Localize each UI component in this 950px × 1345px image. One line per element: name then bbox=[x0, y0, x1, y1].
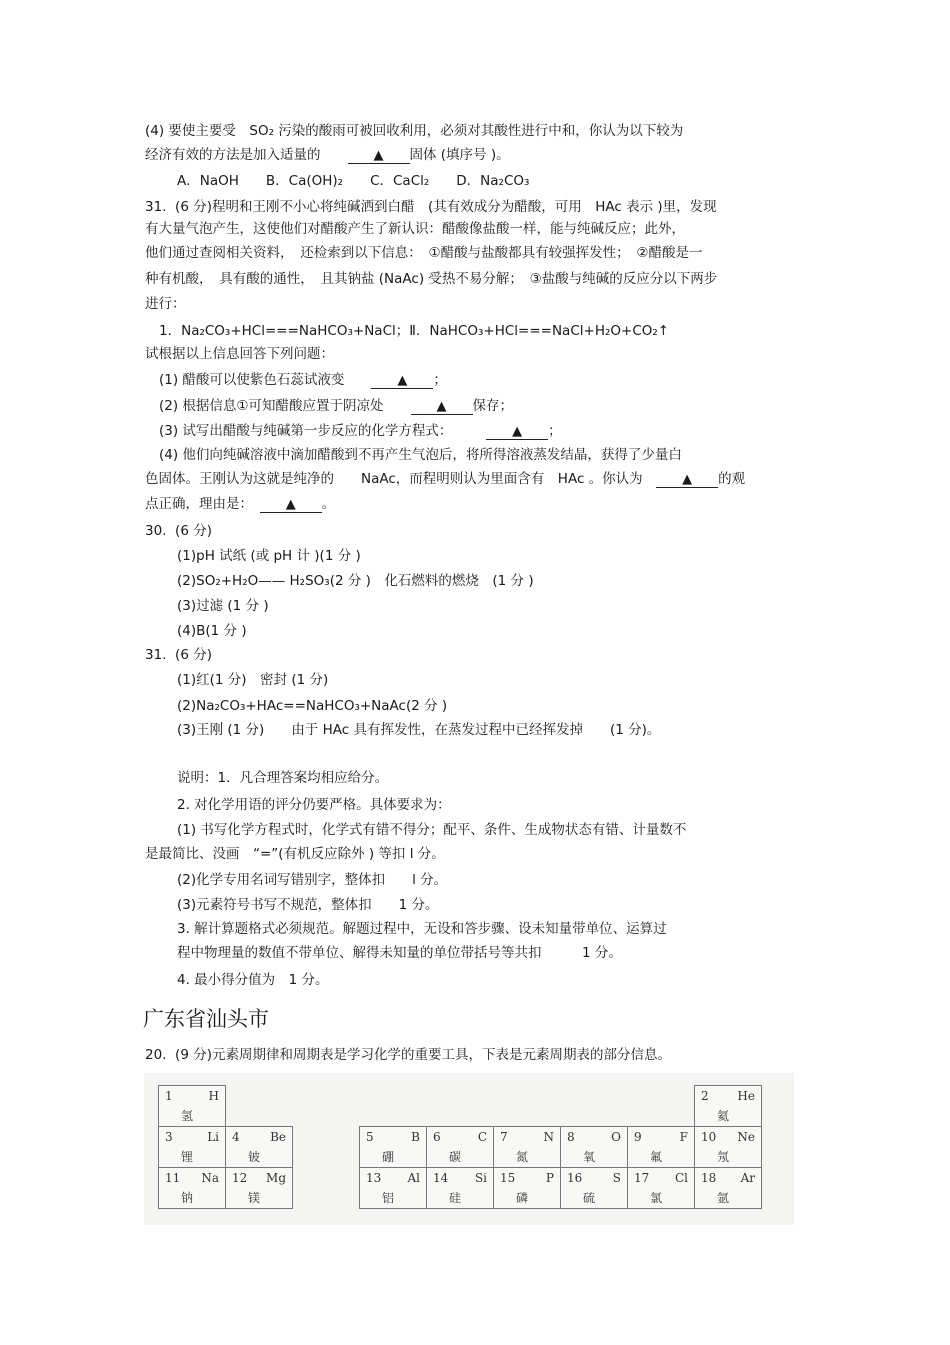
element-symbol: Si bbox=[474, 1171, 487, 1185]
line-text: A．NaOH B．Ca(OH)₂ C．CaCl₂ D．Na₂CO₃ bbox=[177, 173, 530, 189]
line-text: (3)过滤 (1 分 ) bbox=[177, 598, 269, 614]
element-symbol: He bbox=[737, 1089, 755, 1103]
element-name: 硅 bbox=[449, 1191, 462, 1205]
element-cell bbox=[159, 1086, 226, 1127]
line-text: (3)王刚 (1 分) 由于 HAc 具有挥发性，在蒸发过程中已经挥发掉 (1 分)。 bbox=[177, 722, 661, 738]
element-cell bbox=[494, 1168, 561, 1209]
element-name: 钠 bbox=[181, 1191, 194, 1205]
element-name: 锂 bbox=[181, 1150, 194, 1164]
answer-blank: ▲ bbox=[260, 497, 322, 513]
text-line bbox=[145, 270, 717, 288]
text-line bbox=[177, 796, 451, 814]
line-text: 有大量气泡产生，这使他们对醋酸产生了新认识：醋酸像盐酸一样，能与纯碱反应；此外， bbox=[145, 221, 685, 237]
element-cell bbox=[695, 1127, 762, 1168]
periodic-table-row bbox=[159, 1127, 762, 1168]
element-cell bbox=[159, 1127, 226, 1168]
element-cell bbox=[628, 1127, 695, 1168]
line-text: 进行： bbox=[145, 296, 186, 312]
answer-blank: ▲ bbox=[348, 148, 410, 164]
text-line bbox=[145, 220, 685, 238]
line-text: 4. 最小得分值为 1 分。 bbox=[177, 972, 329, 988]
text-line bbox=[177, 671, 328, 689]
element-cell bbox=[695, 1086, 762, 1127]
empty-cell bbox=[226, 1086, 293, 1127]
element-number: 10 bbox=[701, 1130, 717, 1144]
element-name: 铍 bbox=[248, 1150, 261, 1164]
answer-blank: ▲ bbox=[411, 399, 473, 415]
element-number: 8 bbox=[567, 1130, 575, 1144]
empty-cell bbox=[360, 1086, 427, 1127]
answer-blank: ▲ bbox=[486, 424, 548, 440]
element-cell bbox=[628, 1168, 695, 1209]
element-number: 3 bbox=[165, 1130, 173, 1144]
text-line bbox=[145, 295, 186, 313]
element-number: 16 bbox=[567, 1171, 583, 1185]
line-text: 3. 解计算题格式必须规范。解题过程中，无设和答步骤、设未知量带单位、运算过 bbox=[177, 921, 667, 937]
element-cell bbox=[226, 1168, 293, 1209]
element-number: 9 bbox=[634, 1130, 642, 1144]
empty-cell bbox=[293, 1168, 360, 1209]
line-text: (4) 他们向纯碱溶液中滴加醋酸到不再产生气泡后，将所得溶液蒸发结晶，获得了少量白 bbox=[159, 447, 682, 463]
element-name: 氮 bbox=[516, 1150, 529, 1164]
line-text-after: 保存； bbox=[472, 398, 514, 414]
line-text: 程中物理量的数值不带单位、解得未知量的单位带括号等共扣 1 分。 bbox=[177, 945, 622, 961]
empty-cell bbox=[628, 1086, 695, 1127]
line-text-after: 固体 (填序号 )。 bbox=[409, 147, 510, 163]
element-cell bbox=[427, 1168, 494, 1209]
text-line bbox=[145, 522, 212, 540]
answer-blank: ▲ bbox=[371, 373, 433, 389]
text-line bbox=[177, 597, 269, 615]
text-line bbox=[159, 371, 447, 389]
empty-cell bbox=[561, 1086, 628, 1127]
element-number: 5 bbox=[366, 1130, 374, 1144]
element-number: 4 bbox=[232, 1130, 240, 1144]
text-line bbox=[177, 944, 622, 962]
element-name: 氢 bbox=[181, 1109, 194, 1123]
element-symbol: Li bbox=[207, 1130, 219, 1144]
element-symbol: Na bbox=[201, 1171, 219, 1185]
element-symbol: Be bbox=[270, 1130, 286, 1144]
element-cell bbox=[494, 1127, 561, 1168]
text-line bbox=[145, 845, 445, 863]
element-name: 硫 bbox=[583, 1191, 596, 1205]
element-symbol: O bbox=[611, 1130, 621, 1144]
text-line bbox=[177, 697, 447, 715]
line-text: (4) 要使主要受 SO₂ 污染的酸雨可被回收利用，必须对其酸性进行中和，你认为以下较为 bbox=[145, 123, 684, 139]
line-text: 31. (6 分)程明和王刚不小心将纯碱洒到白醋 (其有效成分为醋酸，可用 HAc 表示 )里，发现 bbox=[145, 199, 717, 215]
element-symbol: S bbox=[612, 1171, 621, 1185]
text-line bbox=[177, 622, 247, 640]
element-name: 氩 bbox=[717, 1191, 730, 1205]
text-line bbox=[145, 345, 334, 363]
line-text: (2)化学专用名词写错别字，整体扣 l 分。 bbox=[177, 872, 448, 888]
line-text-after: ； bbox=[433, 372, 447, 388]
text-line bbox=[145, 146, 510, 164]
text-line bbox=[177, 871, 447, 889]
line-text: 1．Na₂CO₃+HCl===NaHCO₃+NaCl；Ⅱ．NaHCO₃+HCl===NaCl+H₂O+CO₂↑ bbox=[159, 323, 670, 339]
element-symbol: Cl bbox=[674, 1171, 688, 1185]
text-line bbox=[177, 896, 439, 914]
text-line bbox=[177, 821, 686, 839]
element-number: 15 bbox=[500, 1171, 516, 1185]
element-name: 氟 bbox=[650, 1150, 663, 1164]
text-line bbox=[159, 322, 669, 340]
element-cell bbox=[695, 1168, 762, 1209]
element-number: 17 bbox=[634, 1171, 650, 1185]
element-name: 碳 bbox=[449, 1150, 462, 1164]
line-text-after: 。 bbox=[321, 496, 336, 512]
element-symbol: C bbox=[477, 1130, 487, 1144]
element-number: 14 bbox=[433, 1171, 449, 1185]
line-text-after: ； bbox=[548, 423, 562, 439]
text-line bbox=[159, 397, 513, 415]
answer-blank: ▲ bbox=[656, 472, 718, 488]
line-text: (2) 根据信息①可知醋酸应置于阴凉处 bbox=[159, 398, 411, 414]
text-line bbox=[145, 470, 745, 488]
line-text: 色固体。王刚认为这就是纯净的 NaAc，而程明则认为里面含有 HAc 。你认为 bbox=[145, 471, 657, 487]
text-line bbox=[177, 721, 660, 739]
element-name: 磷 bbox=[516, 1191, 529, 1205]
line-text: (1) 醋酸可以使紫色石蕊试液变 bbox=[159, 372, 372, 388]
element-cell bbox=[427, 1127, 494, 1168]
text-line bbox=[145, 495, 335, 513]
empty-cell bbox=[293, 1086, 360, 1127]
element-cell bbox=[360, 1168, 427, 1209]
text-line bbox=[145, 198, 717, 216]
element-name: 氦 bbox=[717, 1109, 730, 1123]
line-text: (1)红(1 分) 密封 (1 分) bbox=[177, 672, 329, 688]
line-text: 20. (9 分)元素周期律和周期表是学习化学的重要工具，下表是元素周期表的部分信息。 bbox=[145, 1047, 671, 1063]
element-symbol: H bbox=[208, 1089, 219, 1103]
line-text: (4)B(1 分 ) bbox=[177, 623, 247, 639]
line-text: (3)元素符号书写不规范，整体扣 1 分。 bbox=[177, 897, 439, 913]
text-line bbox=[145, 244, 702, 262]
line-text: 点正确，理由是： bbox=[145, 496, 260, 512]
element-symbol: N bbox=[543, 1130, 554, 1144]
empty-cell bbox=[293, 1127, 360, 1168]
line-text: (2)SO₂+H₂O—— H₂SO₃(2 分 ) 化石燃料的燃烧 (1 分 ) bbox=[177, 573, 534, 589]
line-text: (1)pH 试纸 (或 pH 计 )(1 分 ) bbox=[177, 548, 361, 564]
element-cell bbox=[360, 1127, 427, 1168]
element-number: 1 bbox=[165, 1089, 173, 1103]
element-cell bbox=[226, 1127, 293, 1168]
element-cell bbox=[159, 1168, 226, 1209]
line-text: 31. (6 分) bbox=[145, 647, 212, 663]
text-line bbox=[177, 572, 534, 590]
element-symbol: P bbox=[545, 1171, 554, 1185]
line-text: 种有机酸， 具有酸的通性， 且其钠盐 (NaAc) 受热不易分解； ③盐酸与纯碱的反应分以下两步 bbox=[145, 271, 718, 287]
element-number: 6 bbox=[433, 1130, 441, 1144]
element-number: 2 bbox=[701, 1089, 709, 1103]
text-line bbox=[177, 769, 388, 787]
line-text: (3) 试写出醋酸与纯碱第一步反应的化学方程式： bbox=[159, 423, 487, 439]
element-name: 硼 bbox=[382, 1150, 395, 1164]
element-symbol: Ar bbox=[740, 1171, 755, 1185]
text-line bbox=[159, 446, 682, 464]
line-text: (1) 书写化学方程式时，化学式有错不得分；配平、条件、生成物状态有错、计量数不 bbox=[177, 822, 687, 838]
line-text: 2. 对化学用语的评分仍要严格。具体要求为： bbox=[177, 797, 451, 813]
text-line bbox=[177, 920, 667, 938]
line-text: 30. (6 分) bbox=[145, 523, 212, 539]
element-name: 氯 bbox=[650, 1191, 663, 1205]
line-text: 经济有效的方法是加入适量的 bbox=[145, 147, 348, 163]
element-number: 7 bbox=[500, 1130, 508, 1144]
section-heading: 广东省汕头市 bbox=[143, 1007, 269, 1031]
element-cell bbox=[561, 1127, 628, 1168]
line-text: 他们通过查阅相关资料， 还检索到以下信息： ①醋酸与盐酸都具有较强挥发性； ②醋酸是一 bbox=[145, 245, 703, 261]
element-symbol: B bbox=[411, 1130, 420, 1144]
element-number: 13 bbox=[366, 1171, 382, 1185]
text-line bbox=[177, 547, 361, 565]
empty-cell bbox=[494, 1086, 561, 1127]
periodic-table-image bbox=[144, 1073, 794, 1225]
line-text: 是最简比、没画 “=”(有机反应除外 ) 等扣 l 分。 bbox=[145, 846, 445, 862]
periodic-table bbox=[158, 1085, 762, 1209]
text-line bbox=[145, 1046, 671, 1064]
element-name: 铝 bbox=[382, 1191, 395, 1205]
element-number: 12 bbox=[232, 1171, 248, 1185]
element-symbol: Mg bbox=[266, 1171, 286, 1185]
element-symbol: F bbox=[679, 1130, 688, 1144]
element-name: 镁 bbox=[248, 1191, 261, 1205]
line-text: (2)Na₂CO₃+HAc==NaHCO₃+NaAc(2 分 ) bbox=[177, 698, 448, 714]
periodic-table-row bbox=[159, 1168, 762, 1209]
text-line bbox=[159, 422, 562, 440]
text-line bbox=[177, 971, 329, 989]
element-name: 氖 bbox=[717, 1150, 730, 1164]
element-name: 氧 bbox=[583, 1150, 596, 1164]
line-text-after: 的观 bbox=[718, 471, 746, 487]
element-cell bbox=[561, 1168, 628, 1209]
element-symbol: Ne bbox=[737, 1130, 755, 1144]
element-symbol: Al bbox=[407, 1171, 420, 1185]
empty-cell bbox=[427, 1086, 494, 1127]
periodic-table-row bbox=[159, 1086, 762, 1127]
element-number: 11 bbox=[165, 1171, 181, 1185]
element-number: 18 bbox=[701, 1171, 717, 1185]
text-line bbox=[145, 122, 683, 140]
text-line bbox=[177, 172, 529, 190]
line-text: 说明：1．凡合理答案均相应给分。 bbox=[177, 770, 389, 786]
line-text: 试根据以上信息回答下列问题： bbox=[145, 346, 334, 362]
text-line bbox=[145, 646, 212, 664]
